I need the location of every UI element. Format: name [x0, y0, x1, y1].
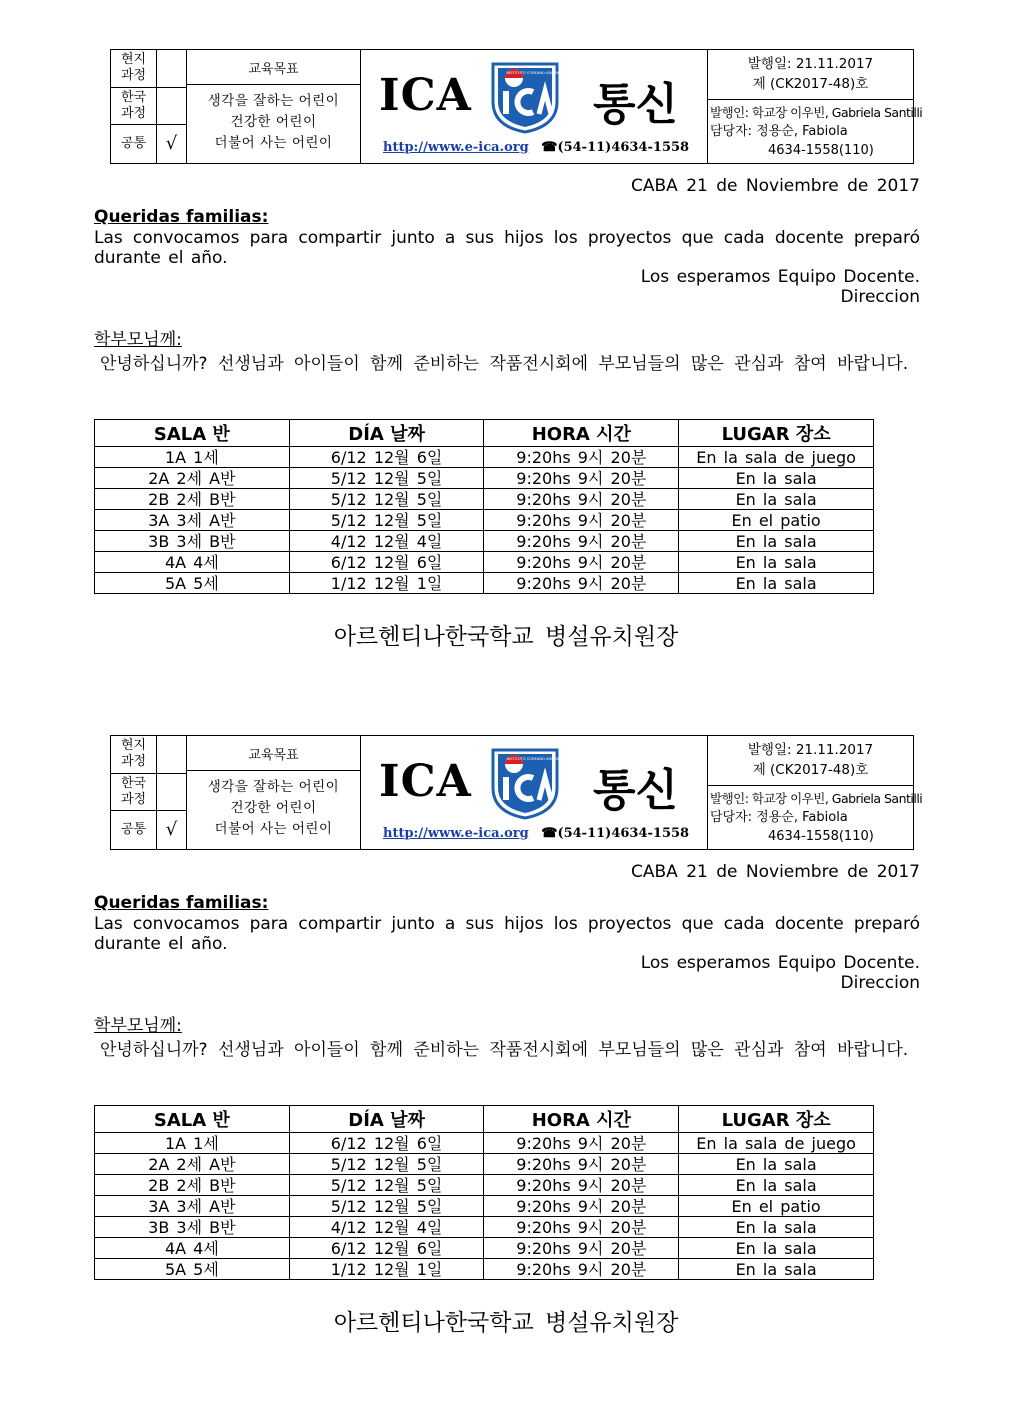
- cell-hora: 9:20hs 9시 20분: [484, 1175, 679, 1196]
- cell-hora: 9:20hs 9시 20분: [484, 552, 679, 573]
- curriculum-labels: [111, 736, 157, 849]
- cell-lugar: En la sala de juego: [679, 1133, 874, 1154]
- body-spanish: Las convocamos para compartir junto a sus hijos los proyectos que cada docente preparó durante el año.: [94, 228, 920, 268]
- newsletter-title: 통신: [593, 765, 679, 816]
- kindergarten-signature: 아르헨티나한국학교 병설유치원장: [333, 624, 679, 650]
- issue-number: 제 (CK2017-48)호: [752, 76, 869, 92]
- table-row: [95, 1154, 874, 1175]
- cell-lugar: En la sala: [679, 1259, 874, 1280]
- table-row: [95, 1133, 874, 1154]
- goal-item: 건강한 어린이: [230, 114, 317, 130]
- phone-number: ☎(54-11)4634-1558: [541, 826, 690, 841]
- signature-line: Direccion: [840, 287, 920, 307]
- table-row: [95, 531, 874, 552]
- issue-info: [708, 736, 923, 849]
- svg-text:INSTITUTO COREANO ARGENTINO: INSTITUTO COREANO ARGENTINO: [506, 71, 568, 75]
- cell-dia: 6/12 12월 6일: [289, 552, 484, 573]
- table-row: [95, 489, 874, 510]
- goal-item: 생각을 잘하는 어린이: [207, 779, 340, 795]
- cell-dia: 5/12 12월 5일: [289, 510, 484, 531]
- cell-lugar: En la sala: [679, 1175, 874, 1196]
- cell-sala: 5A 5세: [95, 573, 290, 594]
- cell-dia: 5/12 12월 5일: [289, 1196, 484, 1217]
- brand-block: [361, 50, 708, 163]
- issue-date: 발행일: 21.11.2017: [747, 56, 874, 72]
- check-local: [157, 50, 186, 88]
- person-in-charge: 담당자: 정용순, Fabiola: [710, 124, 848, 139]
- phone-number: ☎(54-11)4634-1558: [541, 140, 690, 155]
- education-goals: [187, 50, 361, 163]
- curriculum-checks: [157, 736, 187, 849]
- notice-copy-2: [0, 686, 992, 1386]
- table-row: [95, 510, 874, 531]
- cell-sala: 3A 3세 A반: [95, 510, 290, 531]
- schedule-table: [94, 1105, 874, 1280]
- cell-sala: 3B 3세 B반: [95, 1217, 290, 1238]
- website-link[interactable]: http://www.e-ica.org: [383, 140, 529, 155]
- cell-dia: 4/12 12월 4일: [289, 531, 484, 552]
- newsletter-title: 통신: [593, 79, 679, 130]
- cell-lugar: En la sala: [679, 489, 874, 510]
- issue-number: 제 (CK2017-48)호: [752, 762, 869, 778]
- school-logo: [489, 58, 568, 134]
- publisher: 발행인: 학교장 이우빈, Gabriela Santilli: [710, 791, 923, 806]
- check-korean: [157, 774, 186, 812]
- header-dia: DÍA 날짜: [289, 420, 484, 447]
- cell-dia: 6/12 12월 6일: [289, 1133, 484, 1154]
- table-row: [95, 1238, 874, 1259]
- greeting-spanish: Queridas familias:: [94, 893, 269, 913]
- cell-dia: 5/12 12월 5일: [289, 489, 484, 510]
- cell-dia: 4/12 12월 4일: [289, 1217, 484, 1238]
- contact-number: 4634-1558(110): [768, 143, 874, 158]
- cell-hora: 9:20hs 9시 20분: [484, 573, 679, 594]
- kindergarten-signature: 아르헨티나한국학교 병설유치원장: [333, 1310, 679, 1336]
- header-hora: HORA 시간: [484, 420, 679, 447]
- label-local-curriculum: 현지 과정: [111, 736, 156, 774]
- table-row: [95, 552, 874, 573]
- cell-lugar: En la sala: [679, 531, 874, 552]
- brand-name: ICA: [379, 70, 472, 121]
- cell-lugar: En la sala: [679, 552, 874, 573]
- header-hora: HORA 시간: [484, 1106, 679, 1133]
- table-row: [95, 468, 874, 489]
- cell-sala: 3B 3세 B반: [95, 531, 290, 552]
- cell-sala: 3A 3세 A반: [95, 1196, 290, 1217]
- education-goals: [187, 736, 361, 849]
- body-korean: 안녕하십니까? 선생님과 아이들이 함께 준비하는 작품전시회에 부모님들의 많은 관심과 참여 바랍니다.: [100, 1040, 909, 1060]
- cell-hora: 9:20hs 9시 20분: [484, 1196, 679, 1217]
- table-header-row: [95, 1106, 874, 1133]
- checkmark-icon: √: [165, 133, 178, 155]
- schedule-table: [94, 419, 874, 594]
- issue-date: 발행일: 21.11.2017: [747, 742, 874, 758]
- curriculum-checks: [157, 50, 187, 163]
- signature-line: Los esperamos Equipo Docente.: [640, 267, 920, 287]
- publisher: 발행인: 학교장 이우빈, Gabriela Santilli: [710, 105, 923, 120]
- letter-date: CABA 21 de Noviembre de 2017: [631, 176, 920, 196]
- cell-lugar: En la sala: [679, 573, 874, 594]
- cell-lugar: En la sala: [679, 1238, 874, 1259]
- cell-sala: 1A 1세: [95, 1133, 290, 1154]
- cell-hora: 9:20hs 9시 20분: [484, 489, 679, 510]
- cell-dia: 5/12 12월 5일: [289, 1154, 484, 1175]
- brand-block: [361, 736, 708, 849]
- header-dia: DÍA 날짜: [289, 1106, 484, 1133]
- goal-item: 더불어 사는 어린이: [214, 821, 333, 837]
- signature: [641, 267, 920, 307]
- cell-lugar: En la sala de juego: [679, 447, 874, 468]
- cell-hora: 9:20hs 9시 20분: [484, 1217, 679, 1238]
- header-sala: SALA 반: [95, 420, 290, 447]
- cell-hora: 9:20hs 9시 20분: [484, 1154, 679, 1175]
- table-row: [95, 573, 874, 594]
- check-korean: [157, 88, 186, 126]
- label-korean-curriculum: 한국 과정: [111, 774, 156, 812]
- goals-title: 교육목표: [187, 736, 360, 771]
- cell-lugar: En el patio: [679, 510, 874, 531]
- label-common: 공통: [120, 822, 147, 838]
- person-in-charge: 담당자: 정용순, Fabiola: [710, 810, 848, 825]
- issue-info: [708, 50, 923, 163]
- label-korean-curriculum: 한국 과정: [111, 88, 156, 126]
- cell-sala: 4A 4세: [95, 552, 290, 573]
- cell-hora: 9:20hs 9시 20분: [484, 447, 679, 468]
- svg-text:INSTITUTO COREANO ARGENTINO: INSTITUTO COREANO ARGENTINO: [506, 757, 568, 761]
- greeting-korean: 학부모님께:: [94, 330, 182, 350]
- newsletter-header: [110, 49, 923, 164]
- goals-title: 교육목표: [187, 50, 360, 85]
- greeting-spanish: Queridas familias:: [94, 207, 269, 227]
- cell-lugar: En la sala: [679, 1154, 874, 1175]
- header-lugar: LUGAR 장소: [679, 1106, 874, 1133]
- label-local-curriculum: 현지 과정: [111, 50, 156, 88]
- cell-sala: 2A 2세 A반: [95, 468, 290, 489]
- website-link[interactable]: http://www.e-ica.org: [383, 826, 529, 841]
- cell-dia: 5/12 12월 5일: [289, 468, 484, 489]
- cell-dia: 5/12 12월 5일: [289, 1175, 484, 1196]
- table-row: [95, 1196, 874, 1217]
- table-row: [95, 447, 874, 468]
- school-logo: [489, 744, 568, 820]
- letter-date: CABA 21 de Noviembre de 2017: [631, 862, 920, 882]
- brand-name: ICA: [379, 756, 472, 807]
- cell-hora: 9:20hs 9시 20분: [484, 468, 679, 489]
- cell-sala: 4A 4세: [95, 1238, 290, 1259]
- cell-hora: 9:20hs 9시 20분: [484, 1259, 679, 1280]
- cell-hora: 9:20hs 9시 20분: [484, 510, 679, 531]
- table-row: [95, 1259, 874, 1280]
- cell-sala: 2A 2세 A반: [95, 1154, 290, 1175]
- table-row: [95, 1175, 874, 1196]
- cell-lugar: En la sala: [679, 1217, 874, 1238]
- body-spanish: Las convocamos para compartir junto a sus hijos los proyectos que cada docente preparó durante el año.: [94, 914, 920, 954]
- cell-sala: 5A 5세: [95, 1259, 290, 1280]
- goal-item: 더불어 사는 어린이: [214, 135, 333, 151]
- cell-dia: 1/12 12월 1일: [289, 1259, 484, 1280]
- cell-lugar: En la sala: [679, 468, 874, 489]
- signature-line: Los esperamos Equipo Docente.: [640, 953, 920, 973]
- label-common: 공통: [120, 136, 147, 152]
- header-lugar: LUGAR 장소: [679, 420, 874, 447]
- contact-number: 4634-1558(110): [768, 829, 874, 844]
- table-row: [95, 1217, 874, 1238]
- cell-hora: 9:20hs 9시 20분: [484, 1133, 679, 1154]
- signature: [641, 953, 920, 993]
- cell-lugar: En el patio: [679, 1196, 874, 1217]
- greeting-korean: 학부모님께:: [94, 1016, 182, 1036]
- goal-item: 생각을 잘하는 어린이: [207, 93, 340, 109]
- cell-dia: 6/12 12월 6일: [289, 1238, 484, 1259]
- goal-item: 건강한 어린이: [230, 800, 317, 816]
- cell-hora: 9:20hs 9시 20분: [484, 531, 679, 552]
- checkmark-icon: √: [165, 819, 178, 841]
- cell-hora: 9:20hs 9시 20분: [484, 1238, 679, 1259]
- table-header-row: [95, 420, 874, 447]
- curriculum-labels: [111, 50, 157, 163]
- signature-line: Direccion: [840, 973, 920, 993]
- cell-sala: 2B 2세 B반: [95, 489, 290, 510]
- body-korean: 안녕하십니까? 선생님과 아이들이 함께 준비하는 작품전시회에 부모님들의 많은 관심과 참여 바랍니다.: [100, 354, 909, 374]
- newsletter-header: [110, 735, 923, 850]
- cell-dia: 6/12 12월 6일: [289, 447, 484, 468]
- check-local: [157, 736, 186, 774]
- notice-copy-1: [0, 0, 992, 700]
- header-sala: SALA 반: [95, 1106, 290, 1133]
- cell-sala: 1A 1세: [95, 447, 290, 468]
- cell-dia: 1/12 12월 1일: [289, 573, 484, 594]
- cell-sala: 2B 2세 B반: [95, 1175, 290, 1196]
